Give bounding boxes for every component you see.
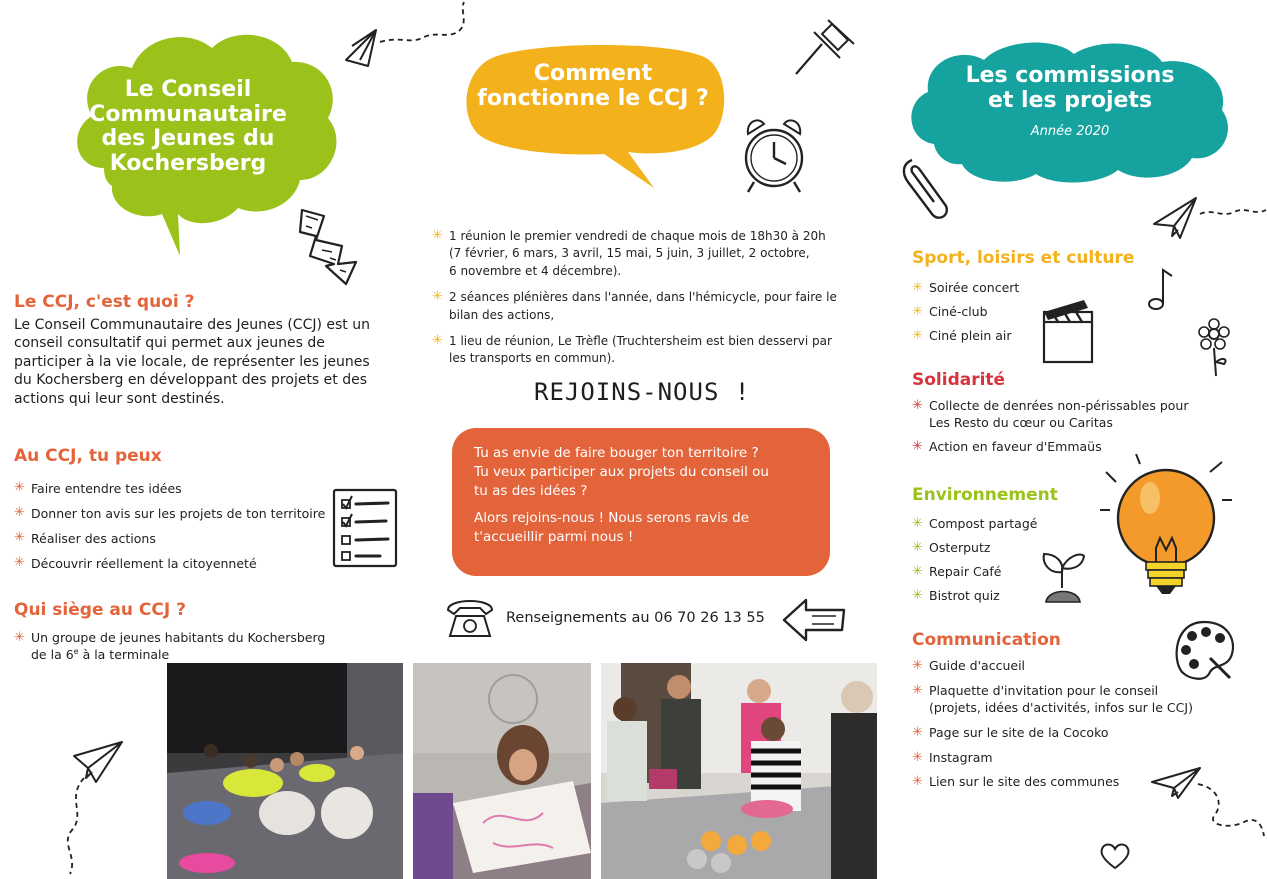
photo-group-meeting xyxy=(167,663,403,879)
list-item: ✳ 1 lieu de réunion, Le Trèfle (Truchtersheim est bien desservi par les transports en commun). xyxy=(432,332,832,366)
paperclip-icon xyxy=(898,152,954,224)
list-item: ✳ Réaliser des actions xyxy=(14,530,156,546)
solid-list xyxy=(912,398,1212,456)
flower-icon xyxy=(1194,316,1236,378)
list-item: ✳ Découvrir réellement la citoyenneté xyxy=(14,555,257,571)
alarm-clock-icon xyxy=(738,112,812,198)
list-item: ✳ Lien sur le site des communes xyxy=(912,774,1120,790)
can-heading: Au CCJ, tu peux xyxy=(14,446,162,466)
paper-plane-icon xyxy=(1148,764,1267,844)
list-item: ✳ Soirée concert xyxy=(912,280,1020,295)
list-item: ✳ Ciné plein air xyxy=(912,328,1012,343)
list-item: ✳ Instagram xyxy=(912,749,993,765)
lightbulb-icon xyxy=(1100,454,1232,602)
solid-heading: Solidarité xyxy=(912,370,1006,390)
what-heading: Le CCJ, c'est quoi ? xyxy=(14,292,195,312)
music-note-icon xyxy=(1146,266,1174,312)
list-item: ✳ Collecte de denrées non-périssables pour Les Resto du cœur ou Caritas xyxy=(912,398,1189,430)
paper-plane-icon xyxy=(1150,194,1267,254)
clapperboard-icon xyxy=(1040,296,1096,368)
telephone-icon xyxy=(444,594,496,640)
middle-cloud-title: Comment fonctionne le CCJ ? xyxy=(477,61,709,111)
sprout-icon xyxy=(1038,546,1088,604)
arrow-icon xyxy=(780,596,850,642)
right-cloud-title: Les commissions et les projets xyxy=(965,63,1175,113)
list-item: ✳ Action en faveur d'Emmaüs xyxy=(912,438,1102,454)
list-item: ✳ Osterputz xyxy=(912,540,991,555)
list-item: ✳ Plaquette d'invitation pour le conseil (projets, idées d'activités, infos sur le CCJ) xyxy=(912,682,1193,715)
list-item: ✳ Bistrot quiz xyxy=(912,588,1000,603)
lightning-arrow-icon xyxy=(296,206,370,288)
list-item: ✳ 1 réunion le premier vendredi de chaque mois de 18h30 à 20h (7 février, 6 mars, 3 avril, 15 mai, 5 juin, 3 juillet, 2 octobre, 6 novembre et 4 décembre). xyxy=(432,228,826,278)
phone-text: Renseignements au 06 70 26 13 55 xyxy=(506,610,765,626)
paper-plane-icon xyxy=(340,0,470,70)
photo-cooking xyxy=(601,663,877,879)
sport-heading: Sport, loisirs et culture xyxy=(912,248,1135,268)
list-item: ✳ Page sur le site de la Cocoko xyxy=(912,724,1109,740)
list-item: ✳ Ciné-club xyxy=(912,304,988,319)
list-item: ✳ 2 séances plénières dans l'année, dans l'hémicycle, pour faire le bilan des actions, xyxy=(432,289,837,322)
join-title: REJOINS-NOUS ! xyxy=(534,378,751,406)
who-heading: Qui siège au CCJ ? xyxy=(14,600,186,620)
comm-heading: Communication xyxy=(912,630,1061,650)
env-heading: Environnement xyxy=(912,485,1058,505)
list-item: ✳ Repair Café xyxy=(912,564,1002,579)
who-list xyxy=(14,630,354,664)
list-item: ✳ Faire entendre tes idées xyxy=(14,480,182,496)
list-item: ✳ Compost partagé xyxy=(912,516,1038,531)
photo-drawing xyxy=(413,663,591,879)
list-item: ✳ Un groupe de jeunes habitants du Kochersberg de la 6e à la terminale xyxy=(14,630,326,663)
what-text: Le Conseil Communautaire des Jeunes (CCJ) est un conseil consultatif qui permet aux jeunes de participer à la vie locale, de représenter les jeunes du Kochersberg en développant des projets et des actions qui leur sont destinés. xyxy=(14,317,370,407)
right-cloud-subtitle: Année 2020 xyxy=(1030,124,1110,139)
list-item: ✳ Donner ton avis sur les projets de ton territoire xyxy=(14,505,326,521)
pushpin-icon xyxy=(790,14,860,80)
can-list xyxy=(14,476,344,576)
paper-plane-icon xyxy=(56,738,136,878)
checklist-icon xyxy=(330,486,402,572)
how-list xyxy=(432,228,852,368)
paint-palette-icon xyxy=(1170,618,1238,684)
left-cloud-title: Le Conseil Communautaire des Jeunes du Kochersberg xyxy=(89,77,287,176)
join-box-text: Tu as envie de faire bouger ton territoire ? Tu veux participer aux projets du conseil ou tu as des idées ? Alors rejoins-nous ! Nous serons ravis de t'accueillir parmi nous ! xyxy=(474,445,769,545)
list-item: ✳ Guide d'accueil xyxy=(912,658,1026,673)
heart-icon xyxy=(1100,842,1130,870)
